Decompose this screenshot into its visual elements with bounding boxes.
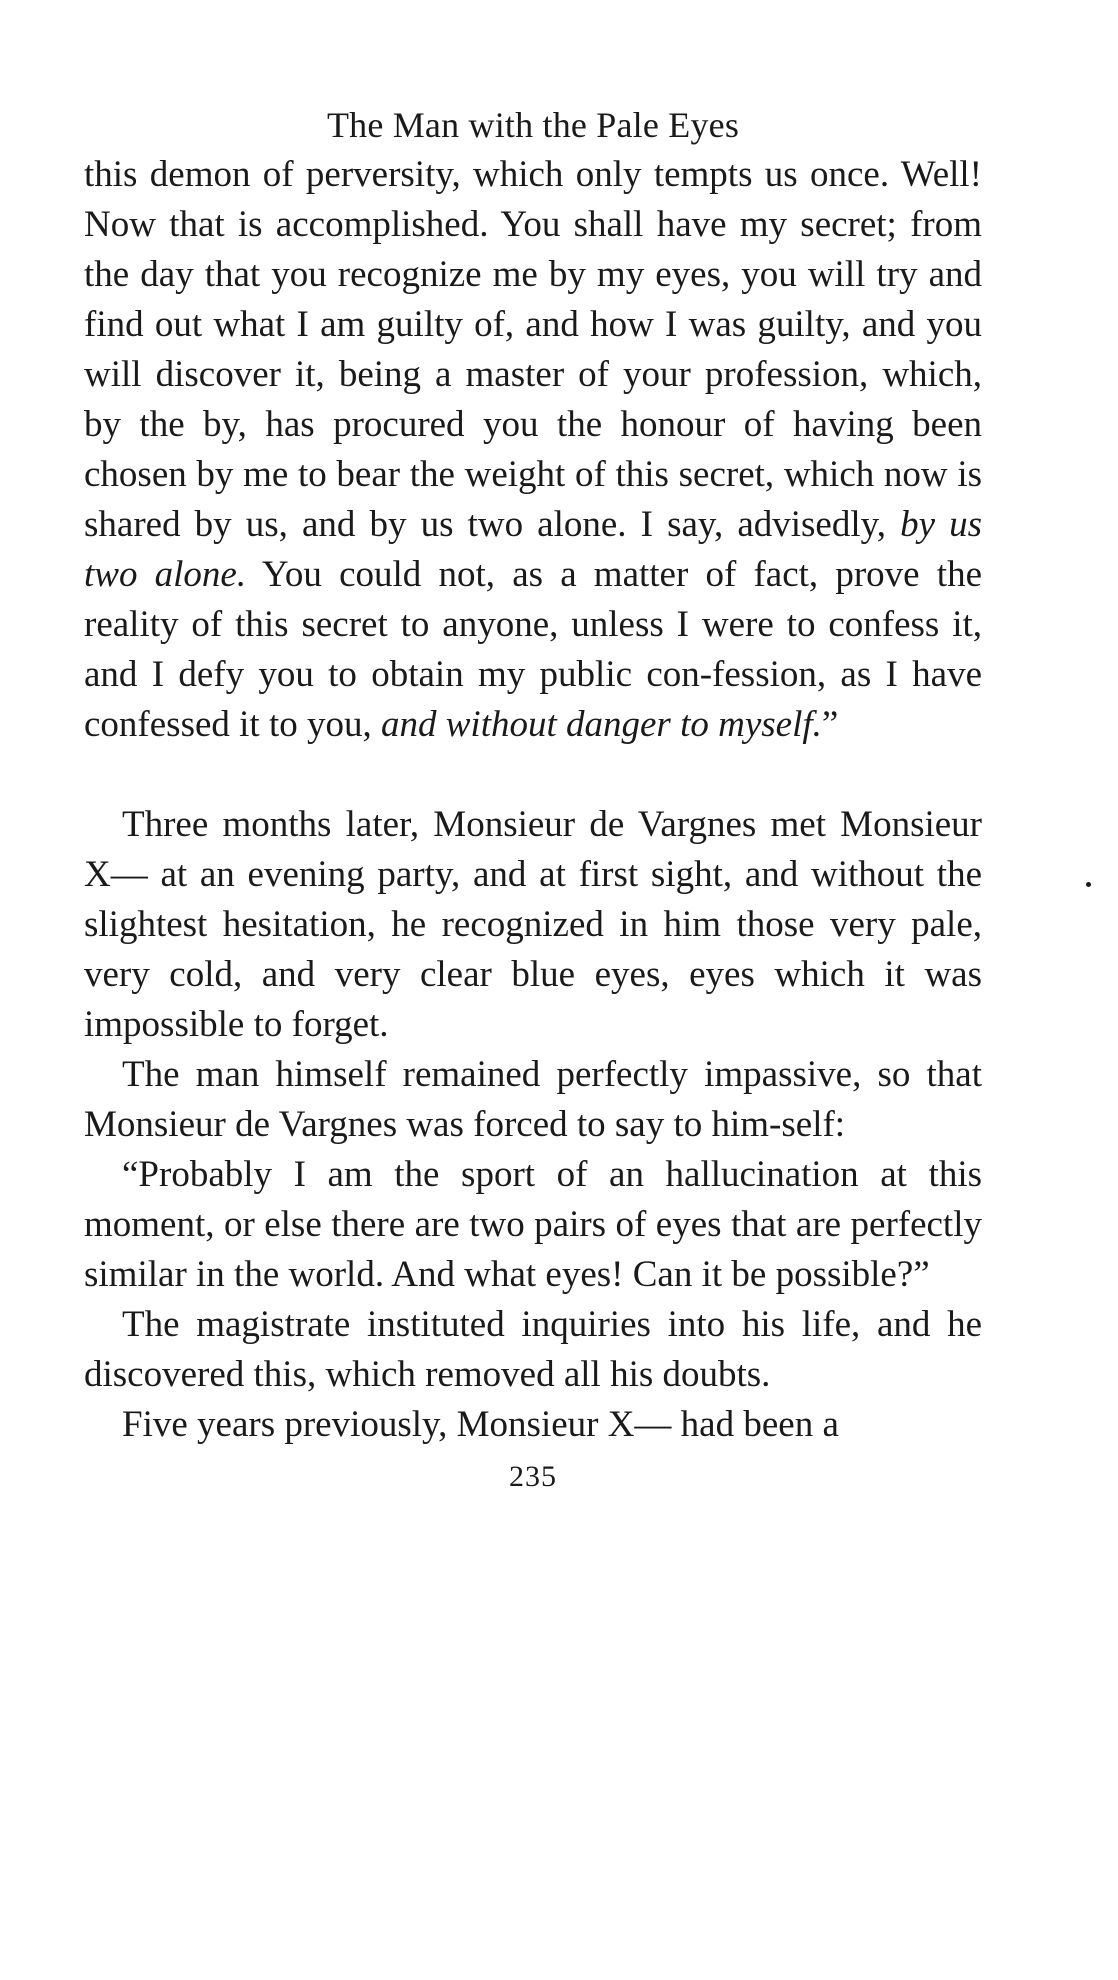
paragraph-text: Three months later, Monsieur de Vargnes met Monsieur X— at an evening party, and at first sight, and without the slightest hesitation, he recognized in him those very pale, very cold, and very clear blue eyes, eyes which it was impossible to forget.: [84, 804, 982, 1045]
paragraph: [84, 150, 982, 750]
paragraph: [84, 1050, 982, 1150]
stray-ink-dot: [1086, 882, 1091, 887]
paragraph: [84, 1400, 982, 1450]
book-page: [84, 100, 982, 1502]
paragraph-text: Five years previously, Monsieur X— had been a: [122, 1404, 839, 1445]
page-number: 235: [509, 1460, 557, 1493]
paragraph: [84, 800, 982, 1050]
paragraph-text: “Probably I am the sport of an hallucination at this moment, or else there are two pairs of eyes that are perfectly similar in the world. And what eyes! Can it be possible?”: [84, 1154, 982, 1295]
paragraph: [84, 1150, 982, 1300]
paragraph: [84, 1300, 982, 1400]
section-break: [84, 750, 982, 800]
paragraph-text: ”: [821, 704, 839, 745]
italic-text: by us two alone.: [84, 504, 982, 595]
paragraph-text: this demon of perversity, which only tempts us once. Well! Now that is accomplished. You shall have my secret; from the day that you recognize me by my eyes, you will try and find out what I am guilty of, and how I was guilty, and you will discover it, being a master of your profession, which, by the by, has procured you the honour of having been chosen by me to bear the weight of this secret, which now is shared by us, and by us two alone. I say, advisedly,: [84, 154, 982, 545]
paragraph-text: The magistrate instituted inquiries into his life, and he discovered this, which removed all his doubts.: [84, 1304, 982, 1395]
running-head: The Man with the Pale Eyes: [326, 105, 740, 145]
paragraph-text: The man himself remained perfectly impassive, so that Monsieur de Vargnes was forced to say to him-self:: [84, 1054, 982, 1145]
paragraph-text: You could not, as a matter of fact, prove the reality of this secret to anyone, unless I were to confess it, and I defy you to obtain my public con-fession, as I have confessed it to you,: [84, 554, 982, 745]
italic-text: and without danger to myself.: [380, 704, 822, 745]
body-text: [84, 150, 982, 1450]
